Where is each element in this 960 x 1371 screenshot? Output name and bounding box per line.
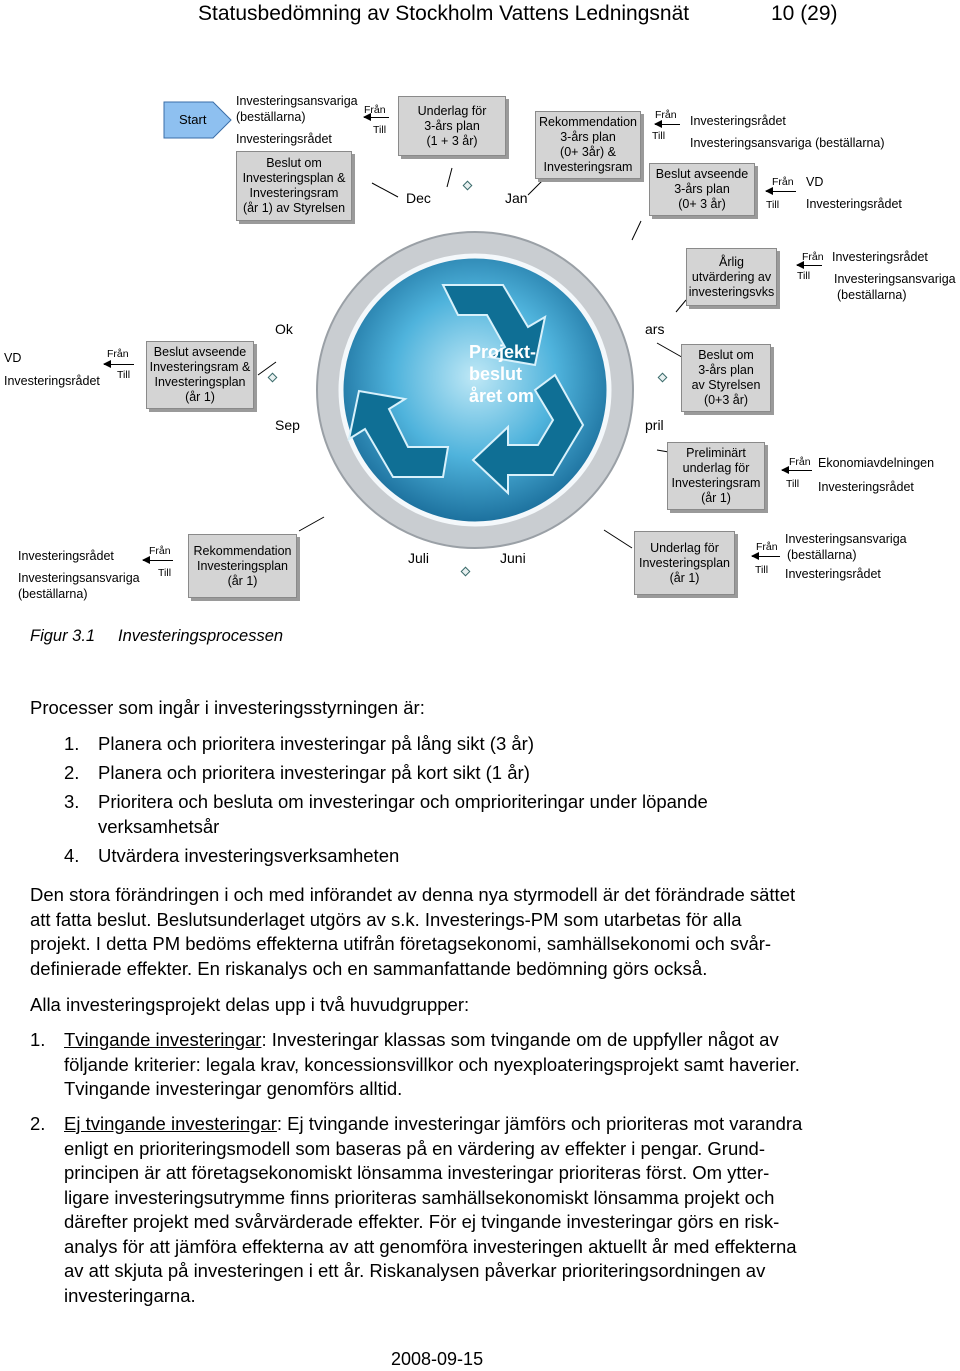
box-line: Investeringsplan &: [242, 171, 346, 185]
box-line: Rekommendation: [193, 543, 292, 558]
box-line: Investeringsram: [249, 186, 339, 200]
box-arlig-utvardering: [686, 248, 777, 306]
top-right-name-2: Investeringsansvariga (beställarna): [690, 136, 885, 150]
footer-date: 2008-09-15: [391, 1349, 484, 1369]
connector-lines: [0, 0, 960, 620]
box-line: Beslut om: [266, 156, 322, 170]
paragraph-line: definierade effekter. En riskanalys och en sammanfattande bedömning görs också.: [30, 957, 708, 979]
label-fran: Från: [149, 545, 171, 557]
box-beslut-investeringsplan: [236, 151, 352, 221]
list-text: Planera och prioritera investeringar på lång sikt (3 år): [98, 733, 534, 754]
br-name-3: Investeringsrådet: [785, 567, 881, 581]
arlig-name-3: (beställarna): [837, 288, 907, 302]
group-line: enligt en prioriteringsmodell som baseras på en värdering av effekter i pengar. Grund-: [64, 1137, 765, 1159]
arrow-left-icon: [143, 560, 173, 561]
figure-number: Figur 3.1: [30, 627, 96, 645]
arrow-left-icon: [766, 191, 796, 192]
vd-label: VD: [806, 175, 824, 189]
group-line: : Investeringar klassas som tvingande om de uppfyller något av: [261, 1029, 779, 1050]
box-line: (år 1): [669, 570, 700, 585]
box-line: Beslut avseende: [655, 167, 749, 181]
box-line: (1 + 3 år): [426, 133, 478, 148]
start-label: Start: [179, 112, 207, 127]
list-number: 2.: [64, 762, 80, 783]
label-fran: Från: [756, 541, 778, 553]
center-line-2: beslut: [469, 364, 523, 384]
center-line-1: Projekt-: [469, 342, 537, 362]
box-beslut-3ars-plan: [649, 163, 755, 216]
label-till: Till: [158, 567, 172, 579]
prelim-name-2: Investeringsrådet: [818, 480, 914, 494]
label-fran: Från: [789, 456, 811, 468]
group-number: 1.: [30, 1029, 46, 1050]
box-line: Årlig: [718, 254, 744, 269]
group-2-text: [64, 1112, 802, 1308]
box-beslut-styrelsen: [681, 344, 771, 412]
arrow-left-icon: [104, 364, 134, 365]
box-line: Beslut om: [698, 348, 754, 362]
label-fran: Från: [655, 109, 677, 121]
month-sep: Sep: [275, 417, 300, 433]
box-line: Beslut avseende: [153, 345, 247, 359]
box-preliminart-underlag: [667, 442, 765, 510]
box-line: 3-års plan: [698, 363, 754, 377]
list-item: [64, 790, 944, 844]
month-okt: Ok: [275, 321, 293, 337]
paragraph-line: att fatta beslut. Beslutsunderlaget utgörs av s.k. Investerings-PM som utarbetas för alla: [30, 908, 742, 930]
month-dec: Dec: [406, 190, 431, 206]
arrow-left-icon: [797, 265, 822, 266]
group-line: investeringarna.: [64, 1284, 196, 1306]
paragraph-line: projekt. I detta PM bedöms effekterna utifrån företagsekonomi, samhällsekonomi och svår-: [30, 933, 772, 954]
box-line: Preliminärt: [686, 446, 746, 460]
group-line: analys för att jämföra effekterna av att genomföra investeringen aktuellt år med effekterna: [64, 1235, 797, 1257]
label-till: Till: [766, 199, 780, 211]
group-title: Ej tvingande investeringar: [64, 1113, 277, 1134]
label-fran: Från: [364, 104, 386, 116]
list-item: [64, 732, 944, 761]
box-line: Investeringsplan: [638, 555, 731, 570]
box-beslut-investeringsram: [146, 341, 254, 409]
list-item: [64, 844, 944, 873]
group-line: därefter projekt med svårvärderade effekter. För ej tvingande investeringar görs en risk-: [64, 1211, 780, 1232]
list-text: Prioritera och besluta om investeringar och omprioriteringar under löpande: [98, 791, 708, 812]
box-line: (år 1): [227, 573, 258, 588]
box-line: (år 1): [185, 390, 215, 404]
group-line: ligare investeringsutrymme finns prioriteras samhällsekonomiskt lönsamma projekt och: [64, 1186, 775, 1208]
box-line: 3-års plan: [674, 182, 730, 196]
label-till: Till: [652, 130, 666, 142]
center-line-3: året om: [469, 386, 535, 406]
ir-label: Investeringsrådet: [806, 197, 902, 211]
box-line: 3-års plan: [560, 130, 616, 144]
paragraph-line: Den stora förändringen i och med införandet av denna nya styrmodell är det förändrade sättet: [30, 884, 796, 905]
figure-caption: Investeringsprocessen: [118, 627, 284, 645]
box-line: utvärdering av: [691, 269, 772, 284]
label-till: Till: [786, 478, 800, 490]
group-line: : Ej tvingande investeringar jämförs och prioriteras mot varandra: [276, 1113, 803, 1134]
label-till: Till: [755, 564, 769, 576]
box-line: underlag för: [682, 461, 750, 475]
list-number: 4.: [64, 845, 80, 866]
paragraph-1: [30, 883, 795, 981]
group-line: av att skjuta på investeringen i ett år. Riskanalysen påverkar prioriteringsordningen av: [64, 1260, 766, 1281]
arrow-left-icon: [364, 117, 389, 118]
top-left-name-1: Investeringsansvariga: [236, 94, 358, 108]
list-text: Planera och prioritera investeringar på kort sikt (1 år): [98, 762, 530, 783]
group-number: 2.: [30, 1113, 46, 1134]
group-line: principen är att företagsekonomiskt lönsamma investeringar prioriteras först. Om ytter-: [64, 1162, 770, 1183]
paragraph-2: Alla investeringsprojekt delas upp i två huvudgrupper:: [30, 994, 470, 1015]
top-left-name-2: (beställarna): [236, 110, 306, 124]
month-jan: Jan: [505, 190, 528, 206]
box-line: Investeringsplan: [154, 375, 246, 389]
intro-text: Processer som ingår i investeringsstyrningen är:: [30, 697, 425, 718]
list-number: 1.: [64, 733, 80, 754]
arrow-left-icon: [782, 470, 812, 471]
month-juni: Juni: [500, 550, 526, 566]
box-line: Investeringsplan: [196, 558, 289, 573]
arlig-name-1: Investeringsrådet: [832, 250, 928, 264]
list-item: [64, 761, 944, 790]
box-line: Investeringsram: [543, 160, 633, 174]
box-line: av Styrelsen: [691, 378, 761, 392]
box-line: Investeringsram &: [149, 360, 251, 374]
left-ir: Investeringsrådet: [4, 374, 100, 388]
box-line: Rekommendation: [539, 115, 637, 129]
label-till: Till: [797, 270, 811, 282]
top-right-name-1: Investeringsrådet: [690, 114, 786, 128]
box-line: (år 1): [701, 491, 731, 505]
box-line: Underlag för: [417, 103, 487, 118]
group-line: följande kriterier: legala krav, koncessionsvillkor och nyexploateringsprojekt samt haverier.: [64, 1053, 800, 1075]
br-name-1: Investeringsansvariga: [785, 532, 907, 546]
group-line: Tvingande investeringar genomförs alltid.: [64, 1078, 403, 1099]
month-april: pril: [645, 417, 664, 433]
label-fran: Från: [802, 251, 824, 263]
label-till: Till: [117, 369, 131, 381]
month-juli: Juli: [408, 550, 430, 566]
process-list: [64, 732, 944, 873]
month-mars: ars: [645, 321, 665, 337]
label-fran: Från: [107, 348, 129, 360]
box-line: investeringsvks: [688, 284, 775, 299]
box-underlag-investeringsplan: [634, 531, 735, 595]
top-left-name-3: Investeringsrådet: [236, 132, 332, 146]
group-title: Tvingande investeringar: [64, 1029, 262, 1050]
list-text: Utvärdera investeringsverksamheten: [98, 845, 400, 866]
page-number: 10 (29): [771, 2, 838, 25]
bl-name-2: Investeringsansvariga: [18, 571, 140, 585]
box-line: 3-års plan: [424, 118, 480, 133]
box-line: (år 1) av Styrelsen: [242, 201, 346, 215]
bl-name-1: Investeringsrådet: [18, 549, 114, 563]
bl-name-3: (beställarna): [18, 587, 88, 601]
label-fran: Från: [772, 176, 794, 188]
box-line: (0+3 år): [703, 393, 749, 407]
list-number: 3.: [64, 791, 80, 812]
br-name-2: (beställarna): [787, 548, 857, 562]
box-line: Underlag för: [650, 540, 719, 555]
box-line: Investeringsram: [671, 476, 761, 490]
box-rekommendation-3ars-plan: [535, 111, 641, 179]
arrow-left-icon: [655, 124, 680, 125]
arrow-left-icon: [752, 556, 780, 557]
group-1-text: [64, 1028, 800, 1102]
box-underlag-3ars-plan: [398, 96, 506, 156]
left-vd: VD: [4, 351, 22, 365]
arlig-name-2: Investeringsansvariga: [834, 272, 956, 286]
document-header-title: Statusbedömning av Stockholm Vattens Ledningsnät: [198, 2, 690, 25]
box-line: (0+ 3år) &: [560, 145, 616, 159]
list-text-cont: verksamhetsår: [98, 816, 220, 837]
prelim-name-1: Ekonomiavdelningen: [818, 456, 935, 470]
label-till: Till: [373, 124, 387, 136]
box-rekommendation-investeringsplan: [188, 534, 297, 598]
box-line: (0+ 3 år): [678, 197, 726, 211]
